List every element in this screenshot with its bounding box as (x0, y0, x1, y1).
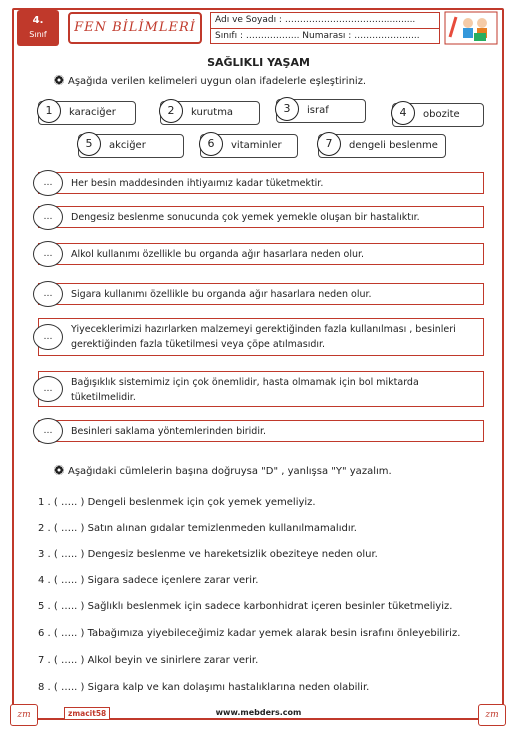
choice-label: israf (307, 105, 329, 116)
kids-illustration-icon (444, 11, 498, 45)
tf-question-5[interactable]: 5 . ( ….. ) Sağlıklı beslenmek için sadece karbonhidrat içeren besinler tüketmeliyiz. (38, 601, 453, 612)
logo-left: zm (10, 704, 38, 726)
choice-number: 3 (275, 97, 299, 121)
tf-question-7[interactable]: 7 . ( ….. ) Alkol beyin ve sinirlere zarar verir. (38, 655, 259, 666)
choice-6 (200, 134, 298, 158)
match-text: Alkol kullanımı özellikle bu organda ağır hasarlara neden olur. (71, 249, 365, 260)
grade-label: Sınıf (29, 30, 47, 39)
student-info-box (210, 12, 440, 44)
instruction-true-false (54, 465, 392, 477)
choice-1 (38, 101, 136, 125)
match-item-4 (38, 283, 484, 305)
choice-2 (160, 101, 260, 125)
choice-number: 6 (199, 132, 223, 156)
match-text: Sigara kullanımı özellikle bu organda ağır hasarlara neden olur. (71, 289, 372, 300)
answer-blank[interactable]: … (33, 418, 63, 444)
choice-5 (78, 134, 184, 158)
instruction-matching-text: Aşağıda verilen kelimeleri uygun olan ifadelerle eşleştiriniz. (68, 76, 367, 87)
logo-right: zm (478, 704, 506, 726)
flower-bullet-icon (54, 75, 64, 85)
match-item-5 (38, 318, 484, 356)
match-text: Dengesiz beslenme sonucunda çok yemek yemekle oluşan bir hastalıktır. (71, 212, 420, 223)
tf-question-8[interactable]: 8 . ( ….. ) Sigara kalp ve kan dolaşımı hastalıklarına neden olabilir. (38, 682, 370, 693)
choice-label: dengeli beslenme (349, 140, 438, 151)
choice-number: 2 (159, 99, 183, 123)
website-link[interactable]: www.mebders.com (215, 708, 302, 717)
instruction-matching (54, 75, 366, 87)
answer-blank[interactable]: … (33, 324, 63, 350)
flower-bullet-icon (54, 465, 64, 475)
grade-badge (17, 10, 59, 46)
choice-label: karaciğer (69, 107, 116, 118)
tf-question-4[interactable]: 4 . ( ….. ) Sigara sadece içenlere zarar verir. (38, 575, 259, 586)
author-code: zmacit58 (64, 707, 110, 720)
class-number-field[interactable]: Sınıfı : ……………... Numarası : ……………….... (211, 28, 439, 43)
choice-label: obozite (423, 109, 460, 120)
instruction-true-false-text: Aşağıdaki cümlelerin başına doğruysa "D" , yanlışsa "Y" yazalım. (68, 466, 392, 477)
choice-label: vitaminler (231, 140, 282, 151)
choice-number: 5 (77, 132, 101, 156)
choice-3 (276, 99, 366, 123)
choice-label: akciğer (109, 140, 146, 151)
answer-blank[interactable]: … (33, 281, 63, 307)
grade-number: 4. (32, 15, 44, 26)
tf-question-3[interactable]: 3 . ( ….. ) Dengesiz beslenme ve hareketsizlik obeziteye neden olur. (38, 549, 378, 560)
match-text: Besinleri saklama yöntemlerinden biridir. (71, 426, 267, 437)
subject-title: FEN BİLİMLERİ (68, 12, 202, 44)
tf-question-1[interactable]: 1 . ( ….. ) Dengeli beslenmek için çok yemek yemeliyiz. (38, 497, 316, 508)
worksheet-title: SAĞLIKLI YAŞAM (207, 56, 310, 69)
choice-number: 4 (391, 101, 415, 125)
answer-blank[interactable]: … (33, 204, 63, 230)
match-text: Yiyeceklerimizi hazırlarken malzemeyi gerektiğinden fazla kullanılması , besinleri gerektiğinden fazla tüketilmesi veya çöpe atılmasıdır. (71, 324, 456, 350)
choice-7 (318, 134, 446, 158)
choice-label: kurutma (191, 107, 234, 118)
tf-question-2[interactable]: 2 . ( ….. ) Satın alınan gıdalar temizlenmeden kullanılmamalıdır. (38, 523, 357, 534)
choice-number: 1 (37, 99, 61, 123)
answer-blank[interactable]: … (33, 376, 63, 402)
answer-blank[interactable]: … (33, 170, 63, 196)
match-text: Her besin maddesinden ihtiyaımız kadar tüketmektir. (71, 178, 324, 189)
match-item-3 (38, 243, 484, 265)
answer-blank[interactable]: … (33, 241, 63, 267)
match-item-7 (38, 420, 484, 442)
match-item-6 (38, 371, 484, 407)
tf-question-6[interactable]: 6 . ( ….. ) Tabağımıza yiyebileceğimiz kadar yemek alarak besin israfını önleyebiliriz. (38, 628, 461, 639)
choice-4 (392, 103, 484, 127)
match-item-2 (38, 206, 484, 228)
choice-number: 7 (317, 132, 341, 156)
match-text: Bağışıklık sistemimiz için çok önemlidir, hasta olmamak için bol miktarda tüketilmelidir. (71, 377, 419, 403)
name-field[interactable]: Adı ve Soyadı : ……………………………........... (215, 15, 416, 25)
match-item-1 (38, 172, 484, 194)
